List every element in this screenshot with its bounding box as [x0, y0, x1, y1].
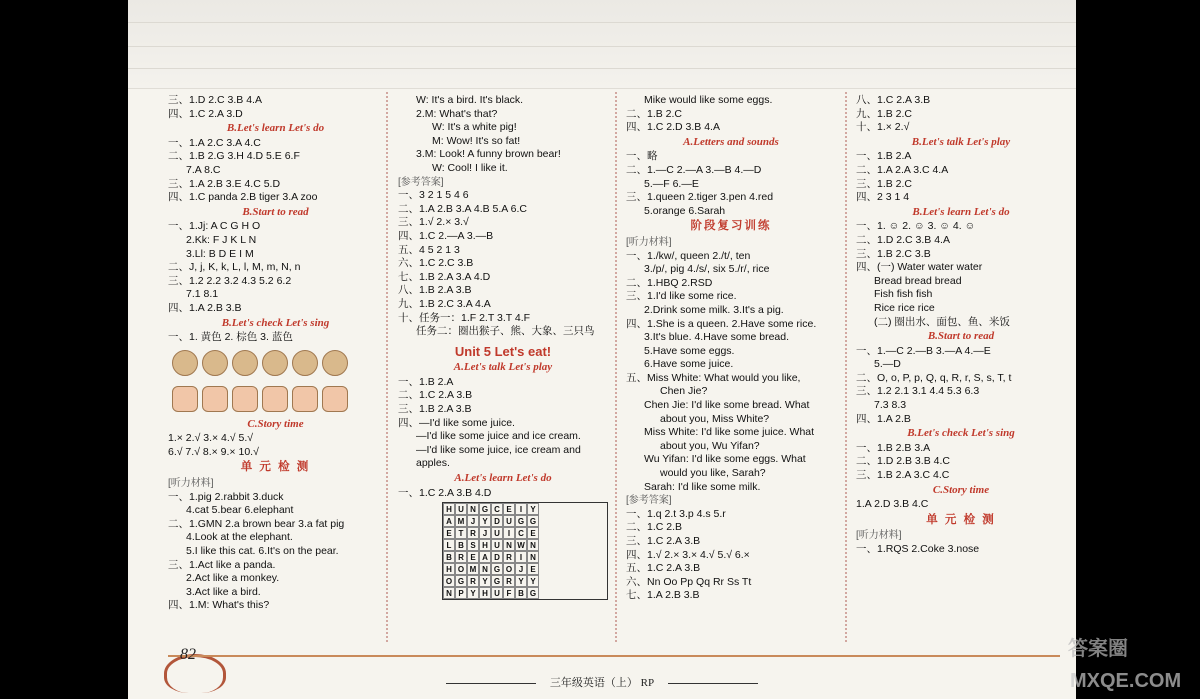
answer-line: 六、1.C 2.C 3.B [398, 257, 474, 270]
grid-letter: J [479, 527, 491, 539]
answer-line: 一、1.B 2.A [398, 375, 454, 388]
grid-letter: R [467, 575, 479, 587]
answer-line: 三、1.A 2.B 3.E 4.C 5.D [168, 177, 281, 190]
answer-line: 三、1.I'd like some rice. [626, 290, 737, 303]
answer-line: 一、1.RQS 2.Coke 3.nose [856, 543, 980, 555]
answer-line: W: It's a white pig! [432, 121, 517, 134]
grid-letter: G [479, 503, 491, 515]
answer-line: 2.M: What's that? [416, 107, 498, 120]
answer-line: apples. [416, 457, 450, 470]
answer-line: 四、2 3 1 4 [856, 191, 910, 204]
grid-letter: N [527, 551, 539, 563]
answer-line: would you like, Sarah? [660, 467, 766, 480]
answer-line: 二、1.B 2.G 3.H 4.D 5.E 6.F [168, 150, 300, 163]
grid-letter: Y [467, 587, 479, 599]
answer-line: 7.3 8.3 [874, 399, 907, 412]
answer-line: 四、1.C 2.D 3.B 4.A [626, 121, 720, 134]
answer-line: 六、Nn Oo Pp Qq Rr Ss Tt [626, 575, 752, 588]
section-heading: C.Story time [932, 483, 990, 496]
animal-picture [292, 350, 318, 376]
grid-letter: U [503, 515, 515, 527]
section-heading: B.Let's talk Let's play [911, 135, 1011, 148]
answer-line: 九、1.B 2.C [856, 107, 913, 120]
section-heading: 单 元 检 测 [240, 461, 311, 474]
body-part-picture [172, 386, 198, 412]
answer-line: Bread bread bread [874, 274, 962, 287]
answer-line: 一、1.—C 2.—B 3.—A 4.—E [856, 344, 991, 357]
grid-letter: Y [527, 503, 539, 515]
grid-letter: A [443, 515, 455, 527]
answer-line: 一、1.B 2.B 3.A [856, 441, 931, 454]
section-heading: Unit 5 Let's eat! [454, 343, 552, 359]
grid-letter: E [503, 503, 515, 515]
answer-line: 任务二：圈出猴子、熊、大象、三只鸟 [416, 325, 595, 338]
answer-line: Sarah: I'd like some milk. [644, 480, 761, 493]
answer-line: 二、1.D 2.B 3.B 4.C [856, 455, 950, 468]
answer-line: 三、1.Act like a panda. [168, 558, 276, 571]
answer-line: 3.It's blue. 4.Have some bread. [644, 331, 790, 344]
answer-line: 二、O, o, P, p, Q, q, R, r, S, s, T, t [856, 371, 1012, 384]
answer-line: 一、1.Jj: A C G H O [168, 220, 261, 233]
grid-letter: G [491, 575, 503, 587]
answer-line: 7.A 8.C [186, 163, 221, 176]
answer-line: 三、1.2 2.1 3.1 4.4 5.3 6.3 [856, 385, 980, 398]
answer-line: 三、1.C 2.A 3.B [626, 535, 701, 547]
grid-letter: G [455, 575, 467, 587]
answer-line: 一、1.A 2.C 3.A 4.C [168, 136, 261, 149]
section-heading: B.Let's check Let's sing [907, 427, 1015, 440]
grid-letter: B [443, 551, 455, 563]
answer-column-1 [168, 94, 383, 613]
answer-line: W: It's a bird. It's black. [416, 94, 524, 106]
answer-line: 5.—D [874, 358, 901, 371]
answer-line: 3./p/, pig 4./s/, six 5./r/, rice [644, 263, 770, 276]
animal-picture [232, 350, 258, 376]
answer-line: 一、1.B 2.A [856, 150, 912, 163]
section-heading: B.Let's learn Let's do [226, 122, 325, 135]
grid-letter: H [443, 503, 455, 515]
answer-line: W: Cool! I like it. [432, 161, 508, 174]
answer-line: 四、1.C panda 2.B tiger 3.A zoo [168, 191, 318, 204]
grid-letter: E [443, 527, 455, 539]
answer-line: 七、1.A 2.B 3.B [626, 589, 700, 602]
grid-letter: L [443, 539, 455, 551]
grid-letter: W [515, 539, 527, 551]
grid-letter: B [455, 539, 467, 551]
body-part-picture [322, 386, 348, 412]
section-label: [参考答案] [626, 495, 672, 507]
section-heading: C.Story time [247, 417, 304, 430]
answer-line: 一、3 2 1 5 4 6 [398, 189, 469, 202]
answer-line: 四、—I'd like some juice. [398, 416, 515, 429]
answer-line: 七、1.B 2.A 3.A 4.D [398, 270, 491, 283]
section-label: [听力材料] [168, 478, 214, 490]
watermark-url: MXQE.COM [1070, 670, 1182, 692]
answer-line: —I'd like some juice and ice cream. [416, 430, 581, 443]
answer-column-2 [398, 94, 608, 604]
section-label: [听力材料] [856, 530, 902, 542]
grid-letter: G [491, 563, 503, 575]
answer-line: 三、1.queen 2.tiger 3.pen 4.red [626, 191, 774, 204]
answer-line: 一、略 [626, 150, 658, 163]
answer-line: 6.√ 7.√ 8.× 9.× 10.√ [168, 445, 259, 458]
answer-line: 四、(一) Water water water [856, 261, 983, 274]
grid-letter: I [503, 527, 515, 539]
book-page [128, 0, 1076, 699]
grid-letter: S [467, 539, 479, 551]
grid-letter: E [527, 563, 539, 575]
grid-letter: U [455, 503, 467, 515]
grid-letter: U [491, 539, 503, 551]
grid-letter: U [491, 587, 503, 599]
grid-letter: N [467, 503, 479, 515]
answer-line: 5.Have some eggs. [644, 344, 735, 357]
answer-line: 2.Act like a monkey. [186, 572, 280, 585]
section-label: [参考答案] [398, 176, 444, 188]
grid-letter: N [527, 539, 539, 551]
answer-line: 一、1. 黄色 2. 棕色 3. 蓝色 [168, 331, 293, 344]
grid-letter: M [455, 515, 467, 527]
book-title: 三年级英语（上） RP [549, 677, 655, 689]
answer-line: 二、1.GMN 2.a brown bear 3.a fat pig [168, 517, 345, 530]
answer-line: 四、1.√ 2.× 3.× 4.√ 5.√ 6.× [626, 548, 750, 561]
answer-line: 二、1.C 2.B [626, 521, 683, 534]
grid-letter: O [503, 563, 515, 575]
grid-letter: B [515, 587, 527, 599]
grid-letter: N [503, 539, 515, 551]
answer-line: 3.Ll: B D E I M [186, 247, 254, 260]
answer-line: 三、1.2 2.2 3.2 4.3 5.2 6.2 [168, 274, 292, 287]
answer-line: 4.cat 5.bear 6.elephant [186, 504, 294, 517]
answer-line: 7.1 8.1 [186, 288, 219, 301]
answer-line: M: Wow! It's so fat! [432, 134, 521, 147]
page-footer [128, 648, 1076, 699]
answer-line: 四、1.She is a queen. 2.Have some rice. [626, 317, 817, 330]
answer-line: 五、1.C 2.A 3.B [626, 562, 701, 575]
answer-line: 一、1.C 2.A 3.B 4.D [398, 486, 492, 499]
answer-line: Miss White: I'd like some juice. What [644, 426, 815, 439]
grid-letter: Y [515, 575, 527, 587]
body-part-picture [202, 386, 228, 412]
answer-line: 6.Have some juice. [644, 358, 734, 371]
grid-letter: Y [479, 515, 491, 527]
grid-letter: N [443, 587, 455, 599]
grid-letter: M [467, 563, 479, 575]
answer-line: 三、1.B 2.A 3.B [398, 403, 472, 416]
answer-line: 四、1.A 2.B 3.B [168, 301, 242, 314]
answer-column-4 [856, 94, 1066, 557]
answer-line: 一、1. ☺ 2. ☺ 3. ☺ 4. ☺ [856, 220, 976, 233]
section-heading: A.Letters and sounds [683, 135, 779, 148]
grid-letter: C [515, 527, 527, 539]
answer-line: 三、1.√ 2.× 3.√ [398, 216, 469, 229]
grid-letter: T [455, 527, 467, 539]
grid-letter: I [515, 503, 527, 515]
grid-letter: O [443, 575, 455, 587]
grid-letter: R [503, 575, 515, 587]
grid-letter: H [443, 563, 455, 575]
grid-letter: A [479, 551, 491, 563]
answer-line: 五、4 5 2 1 3 [398, 243, 460, 256]
answer-line: 5.I like this cat. 6.It's on the pear. [186, 545, 339, 558]
page-top-band [128, 0, 1076, 89]
grid-letter: Y [479, 575, 491, 587]
grid-letter: P [455, 587, 467, 599]
answer-line: 八、1.C 2.A 3.B [856, 94, 931, 106]
body-part-pictures-row [168, 381, 383, 417]
answer-line: —I'd like some juice, ice cream and [416, 443, 581, 456]
section-heading: 阶段复习训练 [690, 220, 772, 233]
answer-line: 八、1.B 2.A 3.B [398, 284, 472, 297]
answer-line: 1.A 2.D 3.B 4.C [856, 498, 929, 511]
answer-line: Fish fish fish [874, 288, 933, 301]
answer-line: 3.Act like a bird. [186, 585, 261, 598]
answer-line: 二、1.A 2.B 3.A 4.B 5.A 6.C [398, 202, 527, 215]
animal-picture [322, 350, 348, 376]
answer-line: 1.× 2.√ 3.× 4.√ 5.√ [168, 432, 254, 445]
grid-letter: U [491, 527, 503, 539]
section-heading: B.Let's check Let's sing [221, 316, 330, 329]
answer-line: 4.Look at the elephant. [186, 531, 293, 544]
footer-rule [168, 655, 1060, 657]
column-divider [845, 92, 847, 642]
answer-line: Chen Jie: I'd like some bread. What [644, 399, 810, 412]
animal-pictures-row [168, 345, 383, 381]
answer-line: Chen Jie? [660, 385, 708, 398]
section-heading: B.Let's learn Let's do [912, 205, 1010, 218]
grid-letter: D [491, 551, 503, 563]
answer-line: 四、1.A 2.B [856, 412, 911, 425]
grid-letter: H [479, 539, 491, 551]
grid-letter: R [467, 527, 479, 539]
grid-letter: G [527, 515, 539, 527]
answer-line: 一、1.pig 2.rabbit 3.duck [168, 490, 284, 503]
answer-line: 5.—F 6.—E [644, 177, 699, 190]
column-divider [386, 92, 388, 642]
answer-line: 一、1./kw/, queen 2./t/, ten [626, 249, 751, 262]
section-heading: B.Start to read [242, 205, 309, 218]
section-heading: A.Let's talk Let's play [453, 361, 553, 374]
answer-line: 2.Drink some milk. 3.It's a pig. [644, 303, 784, 316]
answer-line: about you, Miss White? [660, 412, 770, 425]
grid-letter: G [527, 587, 539, 599]
grid-letter: G [515, 515, 527, 527]
grid-letter: E [467, 551, 479, 563]
answer-line: 四、1.C 2.A 3.D [168, 107, 243, 120]
answer-line: 二、1.HBQ 2.RSD [626, 276, 713, 289]
answer-line: 3.M: Look! A funny brown bear! [416, 148, 561, 161]
answer-line: 一、1.q 2.t 3.p 4.s 5.r [626, 507, 726, 520]
answer-line: 三、1.B 2.C 3.B [856, 247, 931, 260]
grid-letter: R [455, 551, 467, 563]
grid-letter: H [479, 587, 491, 599]
page-number: 82 [180, 646, 196, 663]
animal-picture [202, 350, 228, 376]
animal-picture [262, 350, 288, 376]
grid-letter: D [491, 515, 503, 527]
grid-letter: Y [527, 575, 539, 587]
answer-line: 十、1.× 2.√ [856, 121, 910, 134]
section-label: [听力材料] [626, 236, 672, 248]
answer-line: 二、J, j, K, k, L, l, M, m, N, n [168, 261, 301, 274]
column-divider [615, 92, 617, 642]
grid-letter: C [491, 503, 503, 515]
answer-line: Mike would like some eggs. [644, 94, 773, 106]
answer-line: 5.orange 6.Sarah [644, 204, 726, 217]
answer-line: 三、1.B 2.A 3.C 4.C [856, 469, 950, 482]
answer-line: 2.Kk: F J K L N [186, 233, 257, 246]
answer-line: 二、1.D 2.C 3.B 4.A [856, 233, 950, 246]
answer-line: Rice rice rice [874, 301, 935, 314]
answer-line: 二、1.—C 2.—A 3.—B 4.—D [626, 163, 762, 176]
answer-line: about you, Wu Yifan? [660, 439, 760, 452]
answer-line: 二、1.C 2.A 3.B [398, 389, 473, 402]
answer-line: 五、Miss White: What would you like, [626, 371, 801, 384]
body-part-picture [232, 386, 258, 412]
answer-line: Wu Yifan: I'd like some eggs. What [644, 453, 806, 466]
answer-line: 二、1.B 2.C [626, 107, 683, 120]
section-heading: 单 元 检 测 [926, 513, 996, 526]
answer-line: (二) 圈出水、面包、鱼、米饭 [874, 315, 1010, 328]
answer-line: 十、任务一：1.F 2.T 3.T 4.F [398, 311, 531, 324]
grid-letter: N [479, 563, 491, 575]
grid-letter: I [515, 551, 527, 563]
grid-letter: O [455, 563, 467, 575]
body-part-picture [292, 386, 318, 412]
section-heading: B.Start to read [927, 330, 995, 343]
word-search-grid [442, 502, 608, 600]
answer-column-3 [626, 94, 836, 603]
answer-line: 四、1.C 2.—A 3.—B [398, 229, 494, 242]
grid-letter: E [527, 527, 539, 539]
footer-title [128, 674, 1076, 690]
grid-letter: R [503, 551, 515, 563]
answer-line: 九、1.B 2.C 3.A 4.A [398, 297, 491, 310]
answer-line: 四、1.M: What's this? [168, 599, 270, 612]
section-heading: A.Let's learn Let's do [454, 472, 552, 485]
animal-picture [172, 350, 198, 376]
grid-letter: J [515, 563, 527, 575]
grid-letter: J [467, 515, 479, 527]
watermark-logo: 答案圈 [1068, 638, 1128, 660]
answer-line: 三、1.B 2.C [856, 177, 913, 190]
body-part-picture [262, 386, 288, 412]
grid-letter: F [503, 587, 515, 599]
answer-line: 三、1.D 2.C 3.B 4.A [168, 94, 262, 106]
answer-line: 二、1.A 2.A 3.C 4.A [856, 163, 949, 176]
